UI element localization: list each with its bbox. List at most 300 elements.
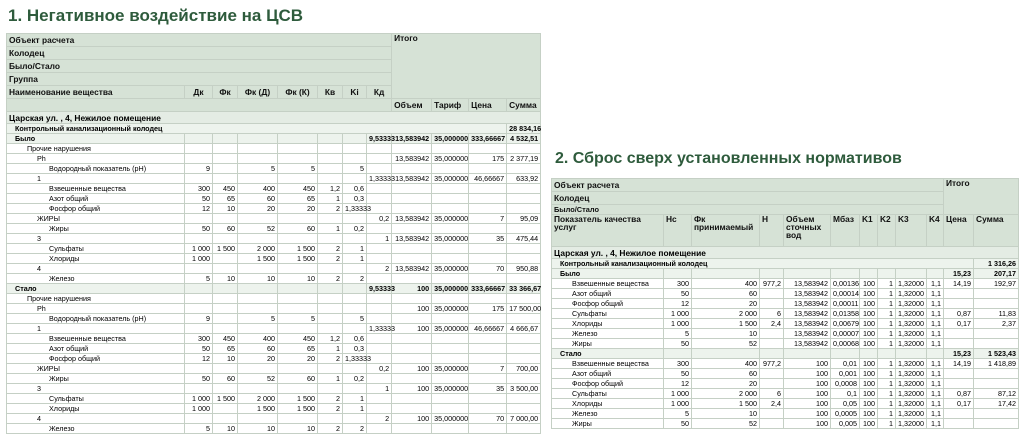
- table-row: [7, 324, 541, 334]
- cell: 1: [878, 279, 896, 289]
- table-row: [7, 294, 541, 304]
- cell: [692, 349, 760, 359]
- price-cell: 175: [469, 154, 507, 164]
- cell: 1 500: [692, 399, 760, 409]
- row-label: Железо: [552, 329, 664, 339]
- cell: [831, 349, 860, 359]
- volume-cell: 100: [392, 364, 432, 374]
- table-row: [7, 184, 541, 194]
- cell: 65: [213, 344, 238, 354]
- volume-cell: [392, 254, 432, 264]
- cell: [760, 409, 784, 419]
- cell: 400: [238, 334, 278, 344]
- cell: [318, 144, 343, 154]
- cell: 52: [238, 224, 278, 234]
- kd-cell: [367, 164, 392, 174]
- cell: 60: [692, 369, 760, 379]
- sum-cell: [974, 419, 1019, 429]
- cell: [318, 234, 343, 244]
- col-header-6: Кд: [367, 86, 392, 99]
- cell: 5: [238, 164, 278, 174]
- sum-cell: [507, 164, 541, 174]
- tariff-cell: [432, 354, 469, 364]
- cell: 0,2: [343, 224, 367, 234]
- row-label: Хлориды: [7, 254, 185, 264]
- row-label: Стало: [7, 284, 185, 294]
- cell: [278, 134, 318, 144]
- cell: 100: [860, 369, 878, 379]
- cell: [664, 349, 692, 359]
- volume-cell: [392, 164, 432, 174]
- cell: [185, 264, 213, 274]
- table-row: [7, 424, 541, 434]
- total-header: Итого: [944, 179, 1019, 215]
- row-label: Жиры: [7, 224, 185, 234]
- sum-cell: [974, 409, 1019, 419]
- cell: [318, 164, 343, 174]
- cell: 450: [278, 184, 318, 194]
- price-cell: 0,17: [944, 319, 974, 329]
- well-header: Колодец: [7, 47, 392, 60]
- row-label: Фосфор общий: [7, 204, 185, 214]
- col-header-2: Фк (Д): [238, 86, 278, 99]
- cell: 20: [238, 204, 278, 214]
- cell: 1,1: [927, 369, 944, 379]
- table-row: [552, 329, 1019, 339]
- volume-cell: [392, 144, 432, 154]
- cell: 0,0008: [831, 379, 860, 389]
- sum-cell: [974, 299, 1019, 309]
- cell: 0,3: [343, 344, 367, 354]
- cell: 2: [318, 424, 343, 434]
- sum-cell: [507, 354, 541, 364]
- cell: 1 500: [278, 244, 318, 254]
- row-label: Фосфор общий: [552, 299, 664, 309]
- tariff-cell: [432, 224, 469, 234]
- price-cell: [944, 289, 974, 299]
- table-row: [7, 224, 541, 234]
- table-row: [7, 314, 541, 324]
- cell: 13,583942: [784, 319, 831, 329]
- tariff-cell: [432, 344, 469, 354]
- cell: 1: [878, 309, 896, 319]
- cell: 65: [213, 194, 238, 204]
- price-cell: 7: [469, 214, 507, 224]
- cell: 1,1: [927, 379, 944, 389]
- tariff-cell: [432, 314, 469, 324]
- price-cell: [944, 329, 974, 339]
- cell: 100: [860, 279, 878, 289]
- table-row: [7, 264, 541, 274]
- price-cell: 333,66667: [469, 284, 507, 294]
- cell: 1,1: [927, 299, 944, 309]
- tariff-cell: [432, 254, 469, 264]
- cell: [760, 269, 784, 279]
- row-label: Жиры: [552, 419, 664, 429]
- row-label: Азот общий: [552, 289, 664, 299]
- row-label: 4: [7, 264, 185, 274]
- row-label: Хлориды: [552, 399, 664, 409]
- table-row: [552, 279, 1019, 289]
- cell: 1,2: [318, 184, 343, 194]
- row-label: 1: [7, 174, 185, 184]
- cell: [213, 264, 238, 274]
- sum-cell: [507, 294, 541, 304]
- cell: 20: [278, 354, 318, 364]
- tariff-cell: 35,000000: [432, 234, 469, 244]
- well-row: Контрольный канализационный колодец: [7, 124, 507, 134]
- cell: [760, 349, 784, 359]
- volume-cell: 13,583942: [392, 174, 432, 184]
- cell: 1 000: [664, 389, 692, 399]
- kd-cell: [367, 424, 392, 434]
- price-cell: [469, 314, 507, 324]
- sum-cell: [507, 424, 541, 434]
- cell: 60: [278, 374, 318, 384]
- cell: 10: [213, 274, 238, 284]
- cell: [185, 214, 213, 224]
- col-header-7: K3: [896, 215, 927, 247]
- cell: 5: [343, 314, 367, 324]
- cell: 1: [343, 404, 367, 414]
- sum-cell: [974, 339, 1019, 349]
- kd-cell: [367, 304, 392, 314]
- before-after-header: Было/Стало: [7, 60, 392, 73]
- price-cell: [469, 194, 507, 204]
- row-label: Взвешенные вещества: [7, 334, 185, 344]
- sum-cell: 4 532,51: [507, 134, 541, 144]
- cell: 0,6: [343, 334, 367, 344]
- cell: 1: [343, 244, 367, 254]
- cell: 0,01358: [831, 309, 860, 319]
- cell: [213, 384, 238, 394]
- cell: [343, 214, 367, 224]
- table-row: [552, 269, 1019, 279]
- cell: 9: [185, 314, 213, 324]
- table-row: [552, 379, 1019, 389]
- volume-cell: 100: [392, 304, 432, 314]
- table-row: [7, 214, 541, 224]
- sum-cell: 2,37: [974, 319, 1019, 329]
- col-header-1: Фк: [213, 86, 238, 99]
- cell: [185, 324, 213, 334]
- table-row: [7, 164, 541, 174]
- cell: 50: [664, 289, 692, 299]
- sum-cell: [507, 224, 541, 234]
- cell: [213, 214, 238, 224]
- cell: [278, 304, 318, 314]
- cell: 100: [860, 299, 878, 309]
- sum-cell: [507, 144, 541, 154]
- cell: 100: [860, 409, 878, 419]
- price-cell: [944, 409, 974, 419]
- cell: 9: [185, 164, 213, 174]
- cell: [318, 284, 343, 294]
- cell: 1,1: [927, 399, 944, 409]
- cell: [278, 234, 318, 244]
- cell: 13,583942: [784, 309, 831, 319]
- cell: [760, 289, 784, 299]
- table-row: [7, 204, 541, 214]
- cell: [238, 174, 278, 184]
- kd-cell: 9,53333: [367, 284, 392, 294]
- cell: 1 000: [664, 319, 692, 329]
- kd-cell: [367, 344, 392, 354]
- price-cell: 14,19: [944, 279, 974, 289]
- volume-cell: [392, 184, 432, 194]
- cell: [213, 134, 238, 144]
- row-label: Прочие нарушения: [7, 294, 185, 304]
- price-cell: [469, 224, 507, 234]
- sum-cell: 1 418,89: [974, 359, 1019, 369]
- cell: [343, 414, 367, 424]
- row-label: Жиры: [552, 339, 664, 349]
- table-row: [7, 244, 541, 254]
- volume-cell: 13,583942: [392, 214, 432, 224]
- cell: [831, 269, 860, 279]
- tariff-cell: [432, 374, 469, 384]
- cell: [213, 154, 238, 164]
- row-label: Фосфор общий: [552, 379, 664, 389]
- cell: 100: [784, 399, 831, 409]
- table-row: [7, 304, 541, 314]
- sum-cell: 1 523,43: [974, 349, 1019, 359]
- cell: 1 500: [278, 394, 318, 404]
- cell: 50: [664, 369, 692, 379]
- object-header: Объект расчета: [552, 179, 944, 192]
- cell: 6: [760, 309, 784, 319]
- cell: 1,32000: [896, 379, 927, 389]
- cell: [343, 144, 367, 154]
- cell: 52: [692, 339, 760, 349]
- price-cell: 70: [469, 414, 507, 424]
- cell: [318, 364, 343, 374]
- cell: 5: [185, 424, 213, 434]
- row-label: Фосфор общий: [7, 354, 185, 364]
- well-sum: 1 316,26: [974, 259, 1019, 269]
- cell: 100: [784, 369, 831, 379]
- table-row: [7, 404, 541, 414]
- sum-cell: [507, 254, 541, 264]
- col-header-8: K4: [927, 215, 944, 247]
- kd-cell: [367, 274, 392, 284]
- cell: [278, 264, 318, 274]
- volume-cell: 13,583942: [392, 234, 432, 244]
- before-after-header: Было/Стало: [552, 205, 944, 215]
- kd-cell: [367, 394, 392, 404]
- price-cell: 15,23: [944, 269, 974, 279]
- cell: 1 000: [185, 404, 213, 414]
- cell: 1,1: [927, 289, 944, 299]
- table-row: [7, 414, 541, 424]
- cell: [760, 339, 784, 349]
- volume-cell: [392, 374, 432, 384]
- cell: 0,2: [343, 374, 367, 384]
- cell: 13,583942: [784, 299, 831, 309]
- price-cell: 46,66667: [469, 324, 507, 334]
- kd-cell: 0,2: [367, 214, 392, 224]
- cell: [213, 284, 238, 294]
- cell: [238, 284, 278, 294]
- cell: 1,32000: [896, 389, 927, 399]
- row-label: Азот общий: [7, 194, 185, 204]
- volume-cell: [392, 424, 432, 434]
- cell: 1,32000: [896, 399, 927, 409]
- cell: 1,1: [927, 339, 944, 349]
- kd-cell: [367, 404, 392, 414]
- cell: 977,2: [760, 279, 784, 289]
- cell: [238, 364, 278, 374]
- cell: 0,1: [831, 389, 860, 399]
- tariff-cell: [432, 184, 469, 194]
- cell: [927, 269, 944, 279]
- sum-cell: 7 000,00: [507, 414, 541, 424]
- cell: 1: [878, 409, 896, 419]
- cell: 10: [692, 329, 760, 339]
- row-label: Железо: [7, 274, 185, 284]
- sum-cell: [974, 379, 1019, 389]
- sum-cell: 17,42: [974, 399, 1019, 409]
- sum-cell: 87,12: [974, 389, 1019, 399]
- section1-title: 1. Негативное воздействие на ЦСВ: [8, 6, 304, 25]
- cell: 50: [185, 344, 213, 354]
- tariff-cell: [432, 404, 469, 414]
- cell: [343, 294, 367, 304]
- volume-cell: [392, 204, 432, 214]
- cell: 1 000: [185, 244, 213, 254]
- row-label: Азот общий: [7, 344, 185, 354]
- tariff-cell: 35,000000: [432, 304, 469, 314]
- volume-cell: 100: [392, 284, 432, 294]
- cell: [213, 304, 238, 314]
- sum-cell: [507, 204, 541, 214]
- indicator-header: Показатель качества услуг: [552, 215, 664, 247]
- tariff-cell: 35,000000: [432, 384, 469, 394]
- cell: 5: [278, 314, 318, 324]
- price-cell: [469, 354, 507, 364]
- cell: 300: [664, 359, 692, 369]
- volume-cell: [392, 344, 432, 354]
- volume-cell: 13,583942: [392, 134, 432, 144]
- cell: 100: [860, 389, 878, 399]
- table-row: [552, 289, 1019, 299]
- cell: [185, 134, 213, 144]
- sum-cell: 4 666,67: [507, 324, 541, 334]
- row-label: Взвешенные вещества: [552, 359, 664, 369]
- kd-cell: [367, 224, 392, 234]
- cell: 1 500: [213, 394, 238, 404]
- cell: 1: [343, 394, 367, 404]
- cell: [896, 269, 927, 279]
- sum-cell: 475,44: [507, 234, 541, 244]
- cell: 20: [692, 299, 760, 309]
- kd-cell: [367, 154, 392, 164]
- price-cell: 70: [469, 264, 507, 274]
- cell: 50: [185, 194, 213, 204]
- cell: 1,32000: [896, 419, 927, 429]
- cell: 1 500: [238, 404, 278, 414]
- cell: [238, 154, 278, 164]
- row-label: Жиры: [7, 374, 185, 384]
- cell: 0,00011: [831, 299, 860, 309]
- tariff-cell: 35,000000: [432, 414, 469, 424]
- cell: 0,005: [831, 419, 860, 429]
- cell: 300: [664, 279, 692, 289]
- cell: [278, 384, 318, 394]
- table-row: [7, 144, 541, 154]
- volume-cell: [392, 354, 432, 364]
- table-row: [7, 354, 541, 364]
- cell: 1: [878, 329, 896, 339]
- cell: [278, 214, 318, 224]
- cell: 1: [318, 344, 343, 354]
- tariff-cell: [432, 204, 469, 214]
- cell: [185, 414, 213, 424]
- cell: 6: [760, 389, 784, 399]
- cell: [343, 284, 367, 294]
- cell: 1: [878, 379, 896, 389]
- cell: 1 500: [278, 254, 318, 264]
- cell: 12: [185, 204, 213, 214]
- cell: [238, 264, 278, 274]
- cell: 1: [878, 339, 896, 349]
- cell: [185, 304, 213, 314]
- cell: 0,00007: [831, 329, 860, 339]
- cell: 2 000: [238, 394, 278, 404]
- cell: 2 000: [692, 309, 760, 319]
- kd-cell: [367, 294, 392, 304]
- cell: 100: [860, 289, 878, 299]
- cell: 1: [878, 389, 896, 399]
- cell: 400: [238, 184, 278, 194]
- cell: 1,32000: [896, 409, 927, 419]
- cell: 100: [784, 379, 831, 389]
- cell: 50: [664, 419, 692, 429]
- row-label: Было: [7, 134, 185, 144]
- row-label: Сульфаты: [7, 394, 185, 404]
- row-label: Сульфаты: [552, 389, 664, 399]
- cell: 5: [343, 164, 367, 174]
- cell: 0,05: [831, 399, 860, 409]
- cell: 20: [278, 204, 318, 214]
- cell: 100: [860, 319, 878, 329]
- cell: 1,32000: [896, 329, 927, 339]
- price-cell: [944, 299, 974, 309]
- cell: 50: [185, 224, 213, 234]
- cell: 10: [213, 424, 238, 434]
- price-cell: [469, 164, 507, 174]
- cell: [318, 314, 343, 324]
- excess-discharge-table: [551, 178, 1019, 429]
- cell: 1 500: [278, 404, 318, 414]
- cell: 1,1: [927, 409, 944, 419]
- cell: 13,583942: [784, 279, 831, 289]
- col-header-1: Фк принимаемый: [692, 215, 760, 247]
- sum-cell: [507, 244, 541, 254]
- cell: 1,1: [927, 329, 944, 339]
- row-label: 1: [7, 324, 185, 334]
- cell: 5: [238, 314, 278, 324]
- cell: [213, 314, 238, 324]
- row-label: Взвешенные вещества: [552, 279, 664, 289]
- cell: 0,00014: [831, 289, 860, 299]
- cell: 1: [878, 359, 896, 369]
- cell: 2 000: [238, 244, 278, 254]
- price-cell: 175: [469, 304, 507, 314]
- cell: 1 500: [238, 254, 278, 264]
- tariff-cell: [432, 144, 469, 154]
- cell: [213, 254, 238, 264]
